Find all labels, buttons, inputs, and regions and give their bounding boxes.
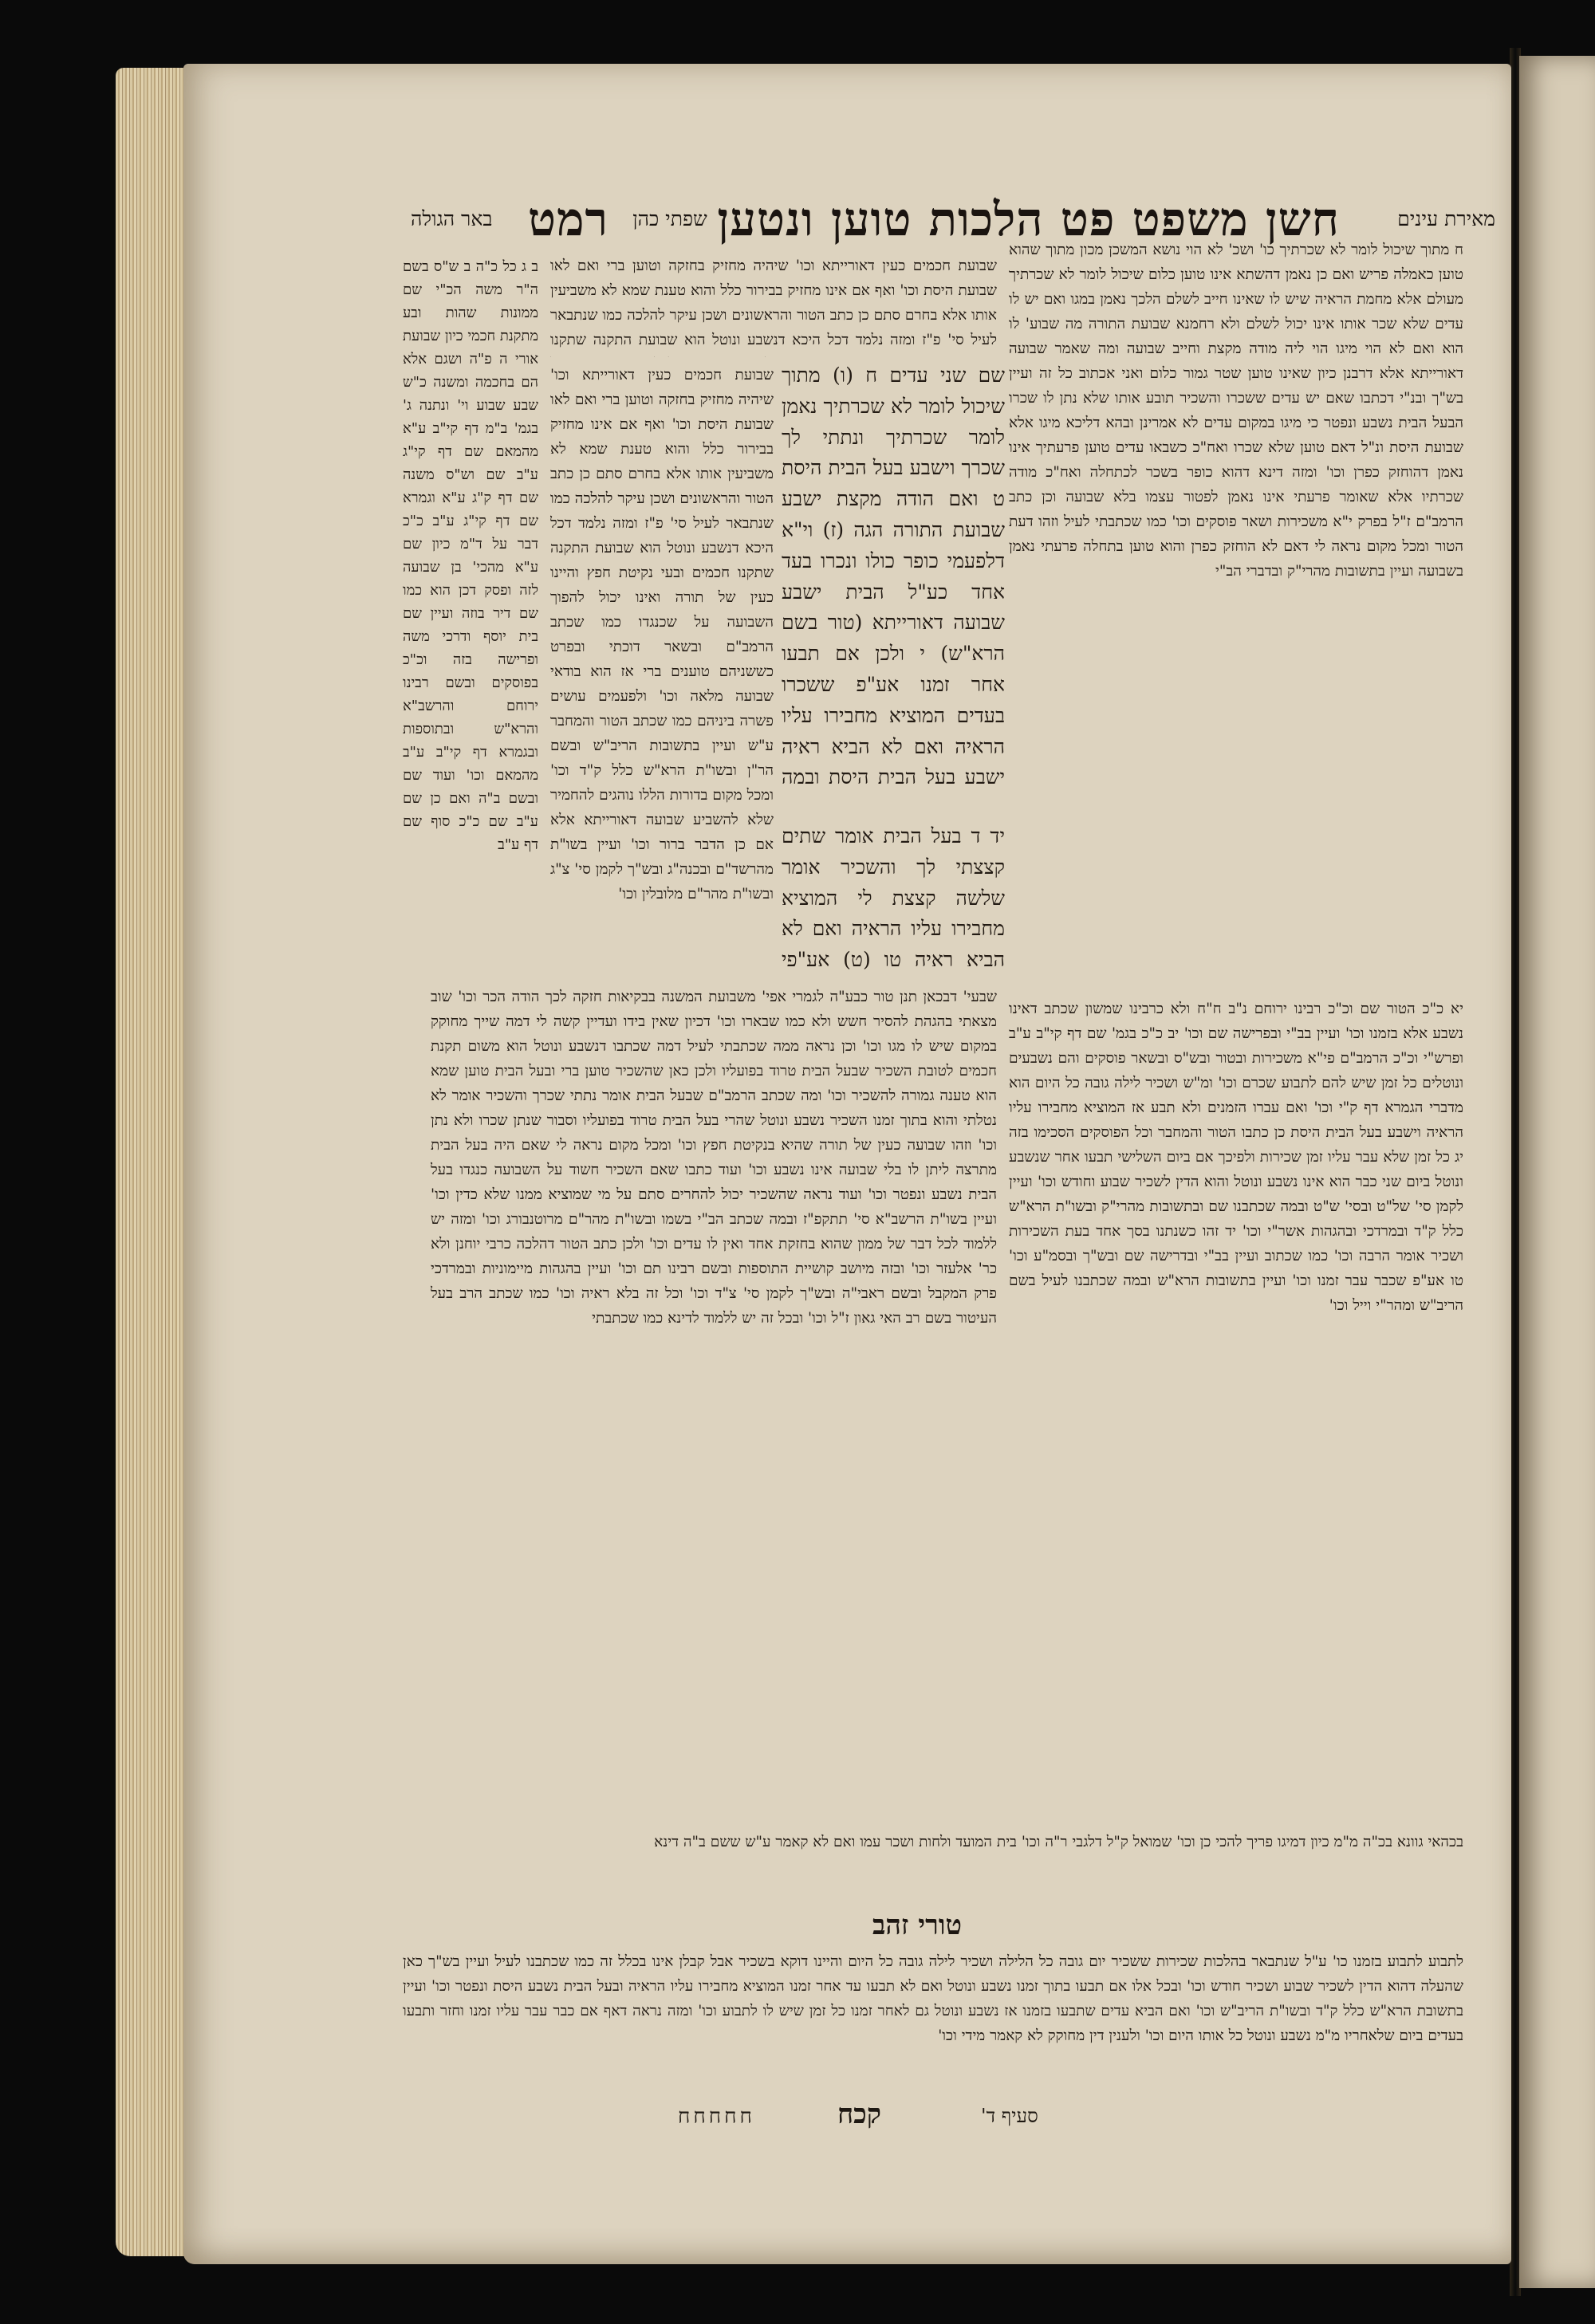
header-siman-number: רמט [528, 192, 608, 246]
left-margin-notes: ב ג כל כ"ה ב ש"ס בשם ה"ר משה הכ"י שם ממונות שהות ובע מתקנת חכמי כיון שבועת אורי ה פ"ה ושגם אלא הם בחכמה ומשנה כ"ש שבע שבוע וי' ונתנה ג' בגמ' ב"מ דף קי"ב ע"א מהמאם שם דף קי"ג ע"ב שם וש"ס משנה שם דף ק"ג ע"א וגמרא שם דף קי"ג ע"ב כ"כ דבר על ד"מ כיון שם ע"א מהכי' בן שבועה לזה ופסק דכן הוא כמו שם דיר בוזה ועיין שם בית יוסף ודרכי משה ופרישה בזה וכ"כ בפוסקים ובשם רבינו ירוחם והרשב"א והרא"ש ובתוספות ובגמרא דף קי"ב ע"ב מהמאם וכו' ועוד שם ובשם ב"ה ואם כן שם ע"ב שם כ"כ סוף שם דף ע"ב [403, 258, 538, 853]
commentary-upper-middle: שבועת חכמים כעין דאורייתא וכו' שיהיה מחזיק בחזקה וטוען ברי ואם לאו שבועת היסת וכו' ואף אם אינו מחזיק בבירור כלל והוא טענת שמא לא משביעין אותו אלא בחרם סתם כן כתב הטור והראשונים ושכן עיקר להלכה כמו שנתבאר לעיל סי' פ"ז ומזה נלמד דכל היכא דנשבע ונוטל הוא שבועת התקנה שתקנו [550, 258, 997, 348]
header-left-label: באר הגולה [411, 207, 493, 230]
commentary-lower-right: יא כ"כ הטור שם וכ"כ רבינו ירוחם נ"ב ח"ח ולא כרבינו שמשון שכתב דאינו נשבע אלא בזמנו וכו' ועיין בב"י ובפרישה שם וכו' יב כ"כ בגמ' שם דף קי"ב ע"ב ופרש"י וכ"כ הרמב"ם פי"א משכירות ובטור ובש"ס ובשאר פוסקים והם נשבעים ונוטלים כל זמן שיש להם לתבוע שכרם וכו' ומ"ש ושכיר לילה גובה כל היום הוא מדברי הגמרא דף ק"י וכו' ואם עברו הזמנים ולא תבע אז המוציא מחבירו עליו הראיה וישבע בעל הבית היסת כן כתבו הטור והמחבר וכל הפוסקים הסכימו בזה יג כל זמן שלא עבר עליו זמן שכירות ולפיכך אם ביום השלישי תבעו אחר שנשבע ונוטל ביום שני כבר הוא אינו נשבע ונוטל והוא הדין לשכיר שבוע וחודש וכו' ועיין לקמן סי' של"ט ובסי' ש"ט ובמה שכתבנו שם ובתשובות מהרי"ק ובשו"ת הרא"ש כלל ק"ד ובמרדכי ובהגהות אשר"י וכו' יד זהו כשנתנו בסך אחד בעת השכירות ושכיר אומר הרבה וכו' כמו שכתוב ועיין בב"י ובדרישה שם ובש"ך ובסמ"ע וכו' טו אע"פ שכבר עבר זמנו וכו' ועיין בתשובות הרא"ש ובמה שכתבנו לעיל בשם הריב"ש ומהר"י וייל וכו' [1009, 1001, 1463, 1314]
footer-right-label: סעיף ד' [981, 2105, 1038, 2127]
taz-section-title: טורי זהב [872, 1909, 963, 1941]
taz-commentary: לתבוע לתבוע בזמנו כו' ע"ל שנתבאר בהלכות שכירות ששכיר יום גובה כל הלילה ושכיר לילה גובה כל היום והיינו דוקא בשכיר אבל קבלן אינו בכלל זה כמו שכתבנו לעיל ועיין בש"ך כאן שהעלה דהוא הדין לשכיר שבוע ושכיר חודש וכו' ובכל אלו אם תבעו בתוך זמנו נשבע ונוטל ואם לא תבעו עד אחר זמנו המוציא מחבירו עליו הראיה ובעל הבית נשבע היסת ונפטר וכו' ועיין בתשובת הרא"ש כלל ק"ד ובשו"ת הריב"ש וכו' ואם הביא עדים שתבעו בזמנו אז נשבע ונוטל גם לאחר זמנו כל זמן שיש לו לתבוע וכו' ומזה נראה דאף אם כבר עבר עליו זמנו וחזר ותבעו בעדים ביום שלאחריו מ"מ נשבע ונוטל כל אותו היום וכו' ולענין דין מחוקק לא קאמר מידי וכו' [403, 1953, 1463, 2044]
commentary-middle-left: שבועת חכמים כעין דאורייתא וכו' שיהיה מחזיק בחזקה וטוען ברי ואם לאו שבועת היסת וכו' ואף אם אינו מחזיק בבירור כלל והוא טענת שמא לא משביעין אותו אלא בחרם סתם כן כתב הטור והראשונים ושכן עיקר להלכה כמו שנתבאר לעיל סי' פ"ז ומזה נלמד דכל היכא דנשבע ונוטל הוא שבועת התקנה שתקנו חכמים ובעי נקיטת חפץ והיינו כעין של תורה ואינו יכול להפוך השבועה על שכנגדו כמו שכתב הרמב"ם ובשאר דוכתי ובפרט כששניהם טוענים ברי אז הוא בודאי שבועה מלאה וכו' ולפעמים עושים פשרה ביניהם כמו שכתב הטור והמחבר ע"ש ועיין בתשובות הריב"ש ובשם הר"ן ובשו"ת הרא"ש כלל ק"ד וכו' ומכל מקום בדורות הללו נוהגים להחמיר שלא להשביע שבועה דאורייתא אלא אם כן הדבר ברור וכו' ועיין בשו"ת מהרשד"ם ובכנה"ג ובש"ך לקמן סי' צ"ג ובשו"ת מהר"ם מלובלין וכו' [550, 367, 774, 902]
footer-signature-mark: חחחחח [678, 2105, 755, 2129]
main-center-text: שם שני עדים ח (ו) מתוך שיכול לומר לא שכרתיך נאמן לומר שכרתיך ונתתי לך שכרך וישבע בעל הבית היסת ט ואם הודה מקצת ישבע שבועת התורה הגה (ז) וי"א דלפעמי כופר כולו ונכרו בעד אחד כע"ל הבית ישבע שבועה דאורייתא (טור בשם הרא"ש) י ולכן אם תבעו אחר זמנו אע"פ ששכרו בעדים המוציא מחבירו עליו הראיה ואם לא הביא ראיה ישבע בעל הבית היסת ובמה [782, 364, 1005, 789]
commentary-top-right: ח מתוך שיכול לומר לא שכרתיך כו' ושכ' לא הוי נושא המשכן מכון מתוך שהוא טוען כאמלה פריש ואם כן נאמן דהשתא אינו טוען כלום שיכול לומר לא שכרתיך מעולם אלא מחמת הראיה שיש לו שאינו חייב לשלם הלכך נאמן במגו ואם יש לו עדים שלא שכר אותו אינו יכול לשלם ולא רחמנא שבועת התורה מה שבוע' לו הוא ואם לא הוי מיגו הוי ליה מודה מקצת וחייב שבועה ומה שאמר שבועה דאורייתא אלא דרבנן כיון שאינו טוען שטר גמור כלום ואני אכתוב כל זה ועיין בש"ך ובנ"י דכתבו שאם יש עדים ששכרו והשכיר תובע אותו שלא נתן לו שכרו הבעל הבית נשבע ונפטר כי מיגו במקום עדים לא אמרינן ובהא דליכא מיגו אלא שבועת היסת ונ"ל דאם טוען שלא שכרו ואח"כ כשבאו עדים טוען פרעתיך אינו נאמן דהוחזק כפרן וכו' ומזה דינא דהוא כופר בשכר לכתחלה ואח"כ מודה שכרתיו אלא שאומר פרעתי אינו נאמן לפטור עצמו בלא שבועה וכן כתב הרמב"ם ז"ל בפרק י"א משכירות ושאר פוסקים וכו' כמו שכתבתי לעיל וזהו דעת הטור ומכל מקום נראה לי דאם לא הוחזק כפרן והוא טוען בתחלה פרעתי נאמן בשבועה ועיין בתשובות מהרי"ק ובדברי הב"י [1009, 242, 1463, 580]
main-text-bottom: יד ד בעל הבית אומר שתים קצצתי לך והשכיר אומר שלשה קצצת לי המוציא מחבירו עליו הראיה ואם לא הביא ראיה טו (ט) אע"פי [782, 824, 1005, 972]
header-main-title: חשן משפט פט הלכות טוען ונטען [717, 192, 1340, 246]
header-kohen-label: שפתי כהן [632, 207, 707, 230]
header-right-label: מאירת עינים [1397, 207, 1495, 230]
bottom-continuation: בכהאי גוונא בכ"ה מ"מ כיון דמיגו פריך להכי כן וכו' שמואל ק"ל דלגבי ר"ה וכו' בית המועד ולחות ושכר עמו ואם לא קאמר ע"ש ששם ב"ה דינא [654, 1834, 1463, 1850]
footer-page-number: קכח [837, 2098, 881, 2130]
commentary-lower-left: שבעי' דבכאן תנן טור כבע"ה לגמרי אפי' משבועת המשנה בבקיאות חזקה לכך הודה הכר וכו' שוב מצאתי בהגהת להסיר חשש ולא כמו שבארו וכו' דכיון שאין בידו ועדיין קשה לי דמה שייך מחוקק במקום שיש לו מגו וכו' וכן נראה ממה שכתבתי לעיל דמה שכתבו דנשבע ונוטל הוא משום תקנת חכמים לטובת השכיר שבעל הבית טרוד בפועליו ולכן כאן שהשכיר טוען ברי ובעל הבית טוען שמא הוא טענה גמורה להשכיר וכו' ומה שכתב הרמב"ם שבעל הבית אומר נתתי שכרך והשכיר אומר לא נטלתי והוא בתוך זמנו השכיר נשבע ונוטל שהרי בעל הבית טרוד בפועליו וסבור שנתן שכרו ולא נתן וכו' וזהו שבועה כעין של תורה שהיא בנקיטת חפץ וכו' ומכל מקום נראה לי שאם היה בעל הבית מתרצה ליתן לו בלי שבועה אינו נשבע וכו' ועוד כתבו שאם השכיר חשוד על השבועה כנגדו בעל הבית נשבע ונפטר וכו' ועוד נראה שהשכיר יכול להחרים סתם על מי שמוציא ממנו שלא כדין וכו' ועיין בשו"ת הרשב"א סי' תתקפ"ז ובמה שכתב הב"י בשמו ובשו"ת מהר"ם מרוטנבורג וכו' ומזה יש ללמוד לכל דבר של ממון שהוא בחזקת אחד ואין לו עדים וכו' ולכן כתב הטור דהלכה כרבי יוחנן ולא כר' אלעזר וכו' ובזה מיושב קושיית התוספות ובשם רבינו תם וכו' ועיין בהגהות מיימוניות ובמרדכי פרק המקבל ובשם ראבי"ה ובש"ך לקמן סי' צ"ד וכו' וכל זה בלא ראיה וכו' כמו שכתב הרב בעל העיטור בשם רב האי גאון ז"ל וכו' ובכל זה יש ללמוד לדינא כמו שכתבתי [431, 989, 997, 1327]
facing-page [1519, 56, 1595, 2288]
